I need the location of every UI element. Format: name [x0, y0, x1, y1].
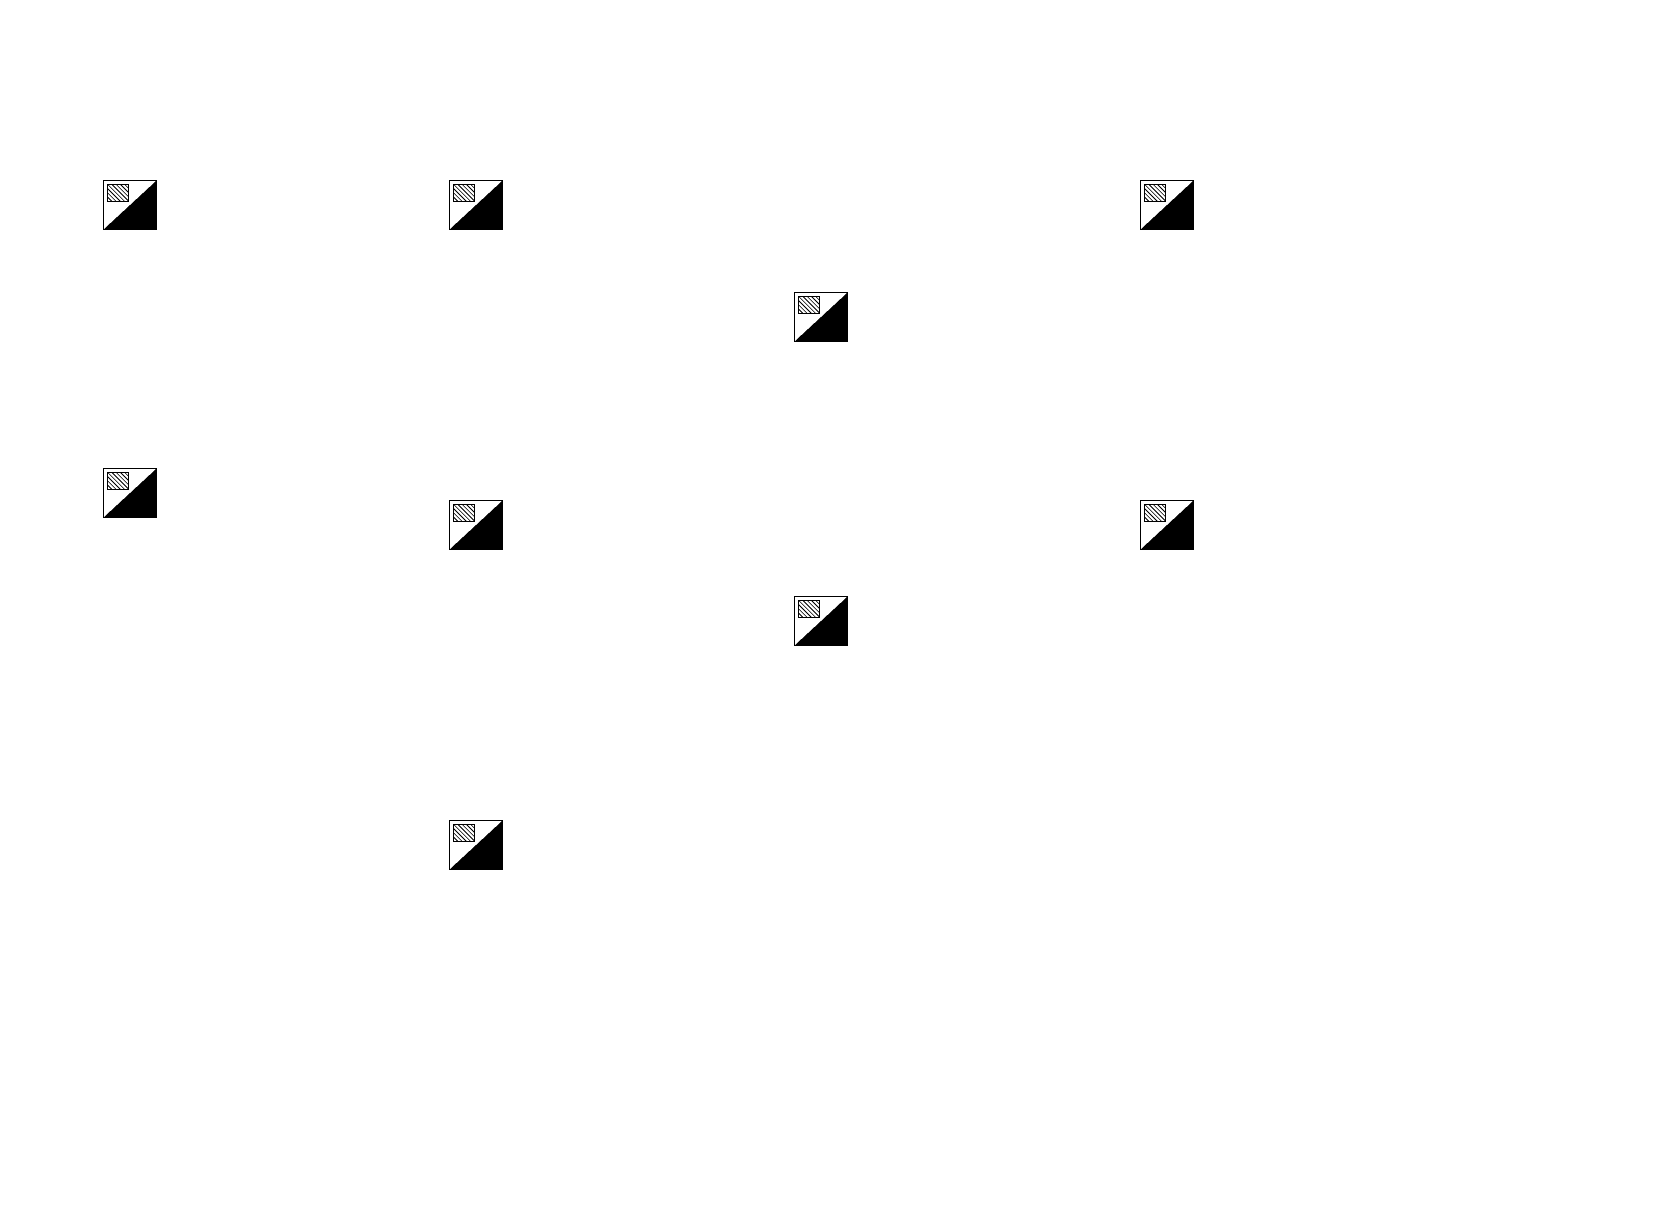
hs-icon — [103, 180, 157, 230]
hs-icon — [1140, 500, 1194, 550]
hs-icon — [794, 292, 848, 342]
hs-icon — [449, 180, 503, 230]
hs-icon — [103, 468, 157, 518]
hs-icon — [449, 500, 503, 550]
hs-icon — [794, 596, 848, 646]
hs-icon — [1140, 180, 1194, 230]
hs-icon — [449, 820, 503, 870]
